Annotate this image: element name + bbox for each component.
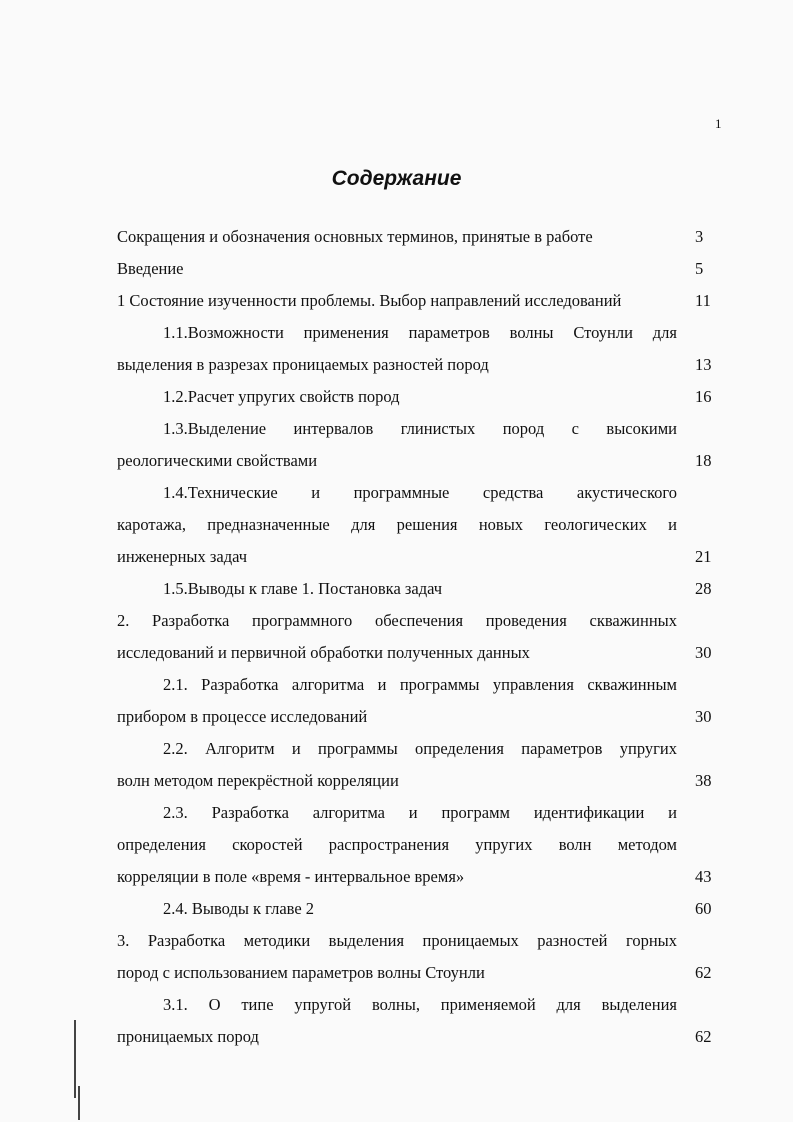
- toc-entry: [117, 669, 725, 733]
- toc-entry-text: [117, 893, 695, 925]
- toc-entry-text: [117, 797, 695, 893]
- toc-entry-line: 2.3. Разработка алгоритма и программ идентификации и: [163, 803, 677, 822]
- toc-entry: [117, 413, 725, 477]
- toc-entry-line: реологическими свойствами: [117, 451, 318, 470]
- toc-entry-text: [117, 925, 695, 989]
- toc-entry: [117, 477, 725, 573]
- toc-entry-text: [117, 285, 695, 317]
- toc-entry-page-number: 21: [695, 547, 712, 566]
- toc-entry-text: [117, 733, 695, 797]
- toc-entry-page-number: 13: [695, 355, 712, 374]
- toc-entry-text: [117, 477, 695, 573]
- toc-entry: [117, 797, 725, 893]
- toc-entry: [117, 573, 725, 605]
- toc-entry-page-number: 62: [695, 1027, 712, 1046]
- toc-entry-page-number: 60: [695, 899, 712, 918]
- toc-entry-line: пород с использованием параметров волны Стоунли: [117, 963, 485, 982]
- toc-entry-page-number: 18: [695, 451, 712, 470]
- toc-entry: [117, 733, 725, 797]
- toc-entry-line: корреляции в поле «время - интервальное время»: [117, 867, 465, 886]
- toc-entry: [117, 925, 725, 989]
- toc-entry-line: 2. Разработка программного обеспечения проведения скважинных: [117, 611, 677, 630]
- toc-entry-line: 1.5.Выводы к главе 1. Постановка задач: [163, 579, 443, 598]
- toc-entry: [117, 253, 725, 285]
- toc-entry-line: 2.2. Алгоритм и программы определения параметров упругих: [163, 739, 677, 758]
- toc-entry-page-number: 38: [695, 771, 712, 790]
- toc-entry-page-number: 43: [695, 867, 712, 886]
- toc-entry: [117, 989, 725, 1053]
- toc-entry-line: прибором в процессе исследований: [117, 707, 368, 726]
- toc-entry-text: [117, 381, 695, 413]
- toc-entry-text: [117, 413, 695, 477]
- toc-entry-text: [117, 669, 695, 733]
- toc-entry-line: 1.4.Технические и программные средства акустического: [163, 483, 677, 502]
- toc-entry-page-number: 11: [695, 291, 711, 310]
- toc-entry-line: выделения в разрезах проницаемых разностей пород: [117, 355, 489, 374]
- toc-entry-text: [117, 317, 695, 381]
- toc-entry-line: 1.1.Возможности применения параметров волны Стоунли для: [163, 323, 677, 342]
- table-of-contents: [117, 221, 725, 1053]
- page-title: Содержание: [331, 167, 462, 190]
- toc-entry-text: [117, 221, 695, 253]
- toc-entry-page-number: 16: [695, 387, 712, 406]
- toc-entry: [117, 605, 725, 669]
- toc-entry: [117, 285, 725, 317]
- toc-entry-line: каротажа, предназначенные для решения новых геологических и: [117, 515, 677, 534]
- page-number: 1: [715, 116, 722, 131]
- toc-entry-text: [117, 605, 695, 669]
- toc-entry-line: 3.1. О типе упругой волны, применяемой для выделения: [163, 995, 677, 1014]
- toc-entry-line: 1 Состояние изученности проблемы. Выбор направлений исследований: [117, 291, 622, 310]
- toc-entry-page-number: 5: [695, 259, 704, 278]
- toc-entry-text: [117, 253, 695, 285]
- toc-entry-page-number: 28: [695, 579, 712, 598]
- toc-entry-line: 3. Разработка методики выделения проницаемых разностей горных: [117, 931, 677, 950]
- toc-entry-line: проницаемых пород: [117, 1027, 259, 1046]
- toc-entry-page-number: 3: [695, 227, 704, 246]
- toc-entry: [117, 893, 725, 925]
- toc-entry-text: [117, 573, 695, 605]
- toc-entry-line: 2.1. Разработка алгоритма и программы управления скважинным: [163, 675, 677, 694]
- toc-entry-page-number: 62: [695, 963, 712, 982]
- toc-entry-line: 1.2.Расчет упругих свойств пород: [163, 387, 400, 406]
- toc-entry-line: волн методом перекрёстной корреляции: [117, 771, 399, 790]
- toc-entry-line: 1.3.Выделение интервалов глинистых пород с высокими: [163, 419, 677, 438]
- toc-entry: [117, 221, 725, 253]
- toc-entry-line: инженерных задач: [117, 547, 248, 566]
- toc-entry-line: определения скоростей распространения упругих волн методом: [117, 835, 677, 854]
- toc-entry-line: Введение: [117, 259, 184, 278]
- toc-entry: [117, 317, 725, 381]
- toc-entry-page-number: 30: [695, 707, 712, 726]
- toc-entry: [117, 381, 725, 413]
- toc-entry-line: исследований и первичной обработки полученных данных: [117, 643, 530, 662]
- toc-entry-page-number: 30: [695, 643, 712, 662]
- margin-marks: [74, 1020, 80, 1120]
- toc-entry-line: 2.4. Выводы к главе 2: [163, 899, 315, 918]
- toc-entry-text: [117, 989, 695, 1053]
- toc-entry-line: Сокращения и обозначения основных терминов, принятые в работе: [117, 227, 593, 246]
